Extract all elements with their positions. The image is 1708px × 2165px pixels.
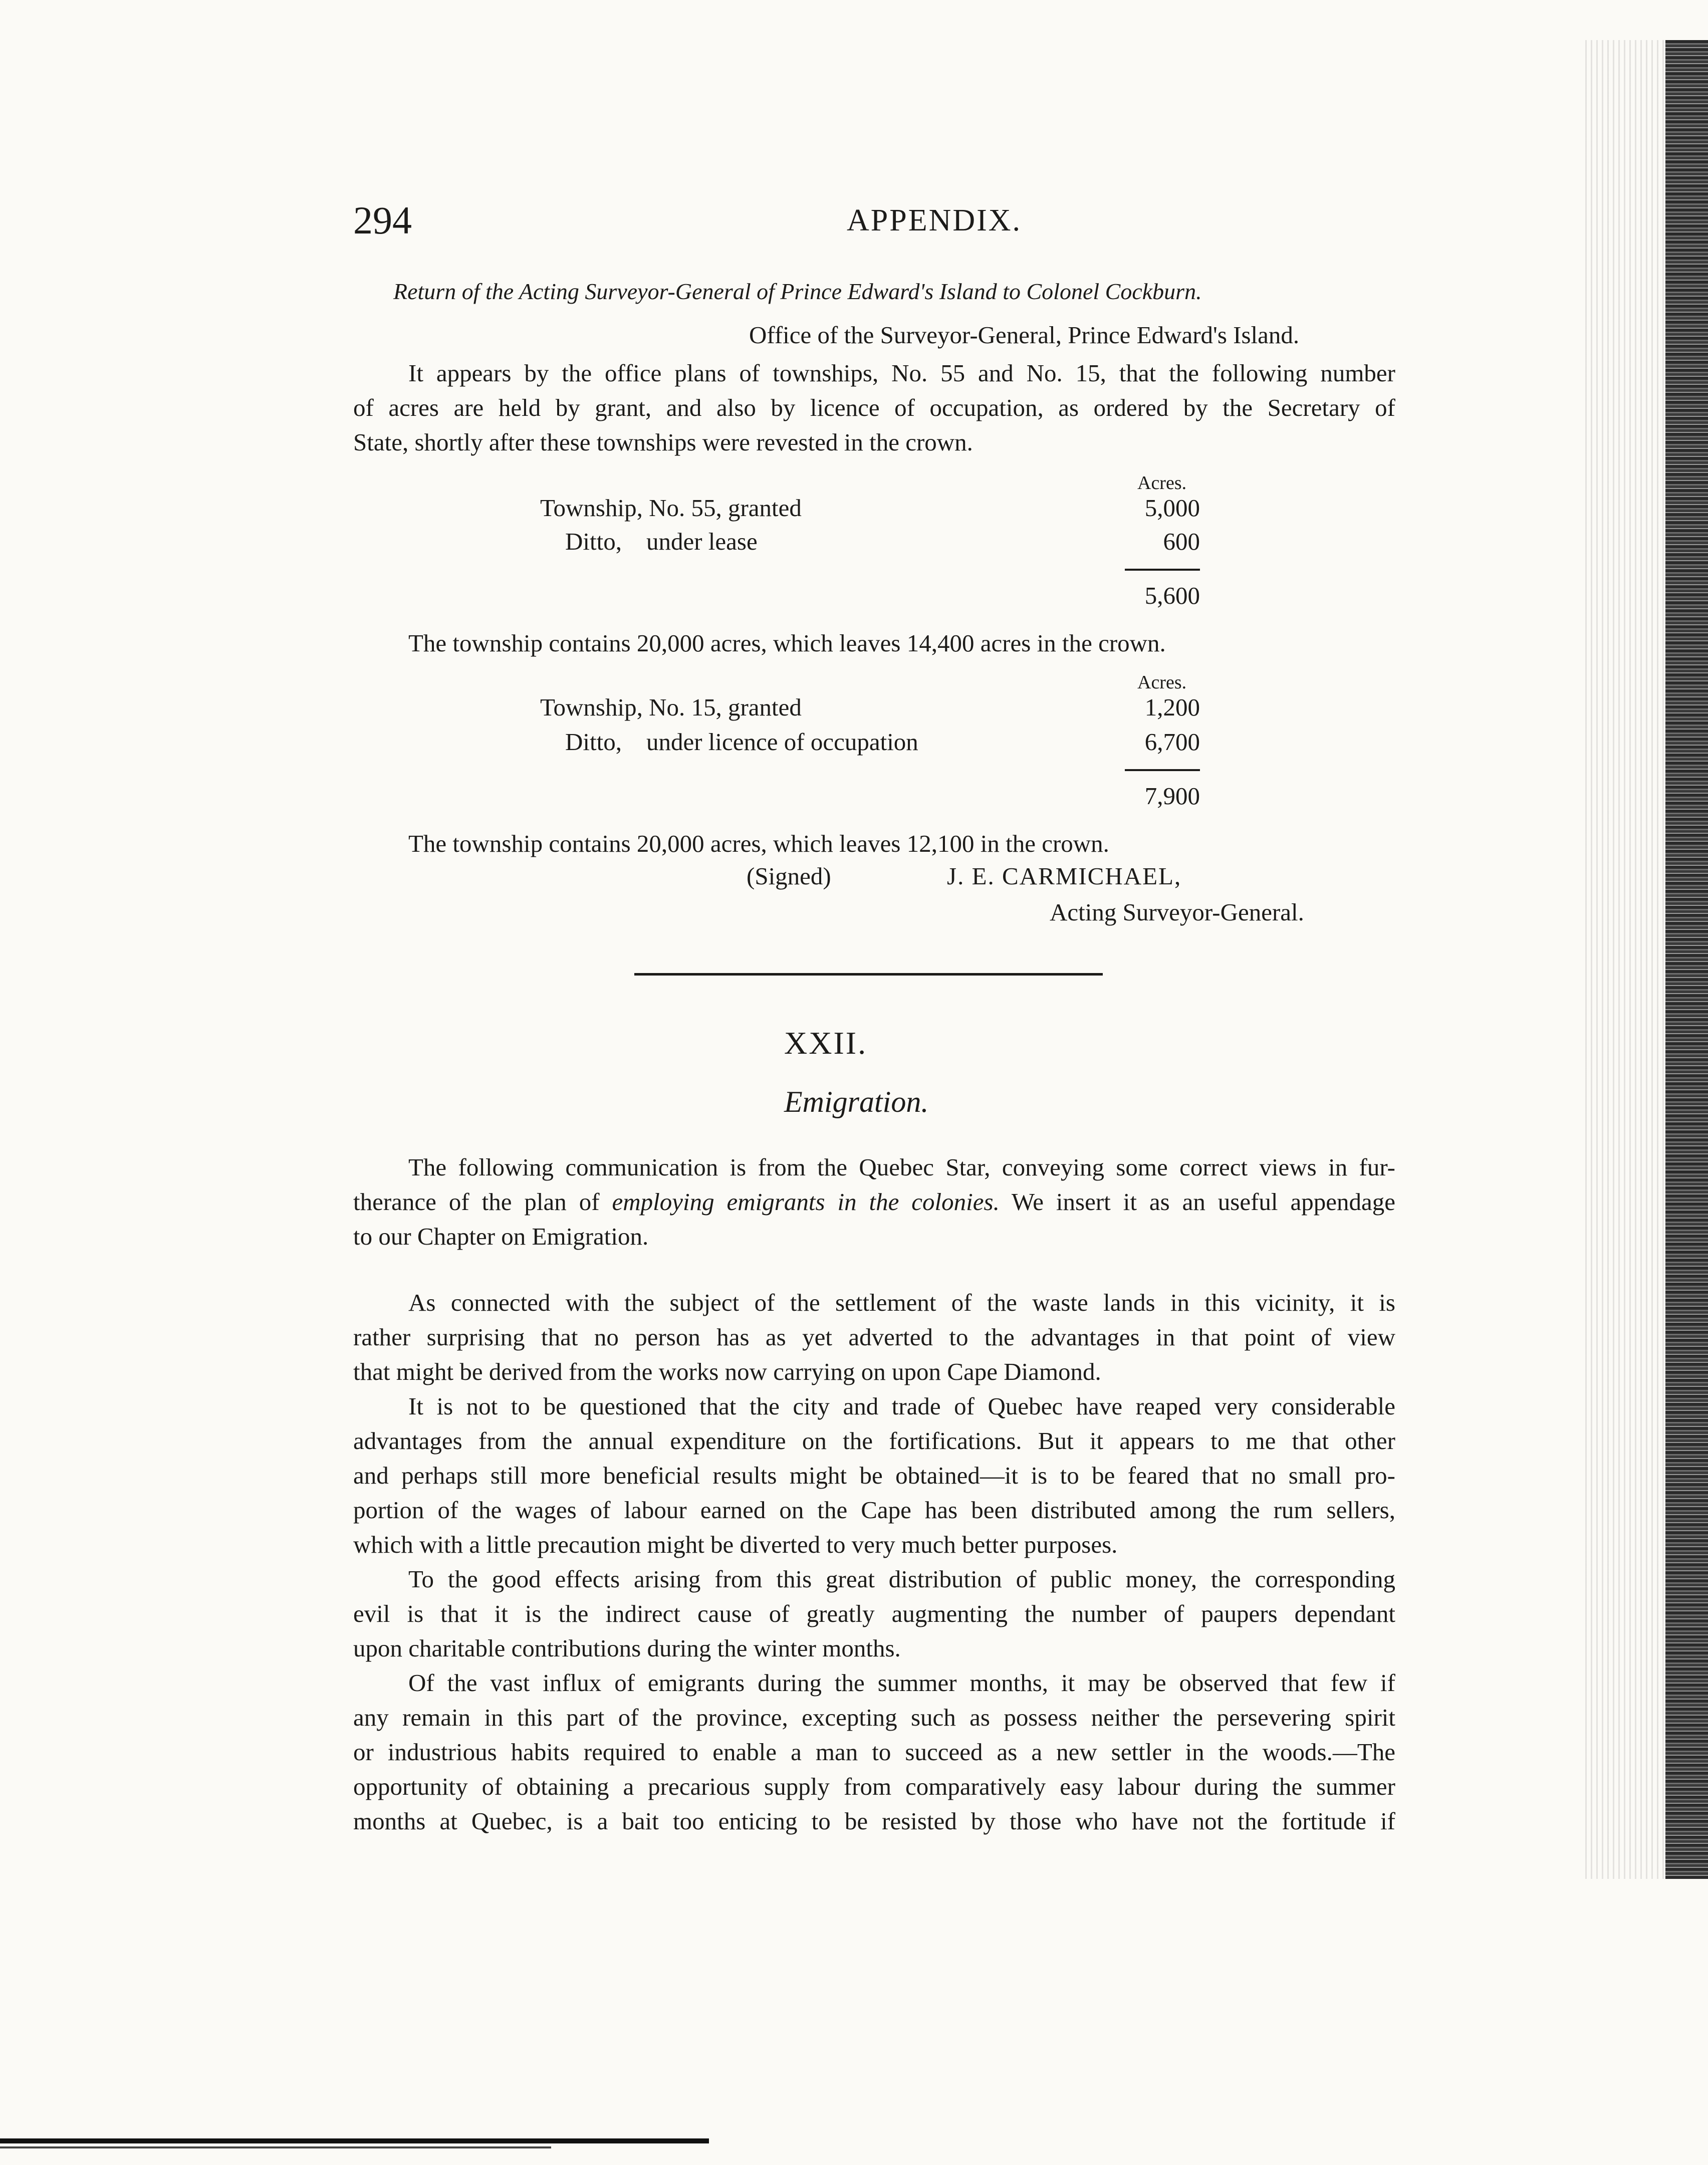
signatory-title: Acting Surveyor-General. — [1050, 898, 1304, 926]
text-line: of acres are held by grant, and also by licence of occupation, as ordered by the Secretary of — [353, 394, 1395, 421]
text-line: State, shortly after these townships were revested in the crown. — [353, 428, 973, 456]
body-paragraph — [353, 1665, 1395, 1838]
text-line: evil is that it is the indirect cause of greatly augmenting the number of paupers dependant — [353, 1600, 1395, 1627]
text-line: months at Quebec, is a bait too enticing to be resisted by those who have not the fortitude if — [353, 1807, 1395, 1835]
sum-rule — [1125, 769, 1200, 771]
section-number: XXII. — [784, 1025, 868, 1061]
table-total: 7,900 — [1144, 782, 1200, 810]
book-binding-edge — [1665, 40, 1708, 1879]
text-line: and perhaps still more beneficial results might be obtained—it is to be feared that no small pro- — [353, 1462, 1395, 1489]
table-row-value: 1,200 — [1144, 693, 1200, 721]
acres-unit-heading: Acres. — [1137, 472, 1187, 494]
body-paragraph — [353, 1389, 1395, 1562]
table-row-label: Township, No. 15, granted — [540, 693, 802, 721]
township-55-note: The township contains 20,000 acres, which leaves 14,400 acres in the crown. — [408, 629, 1166, 657]
table-total: 5,600 — [1144, 582, 1200, 609]
emphasis-text: employing emigrants in the colonies. — [612, 1188, 1000, 1216]
body-paragraph — [353, 1562, 1395, 1665]
section-title: Emigration. — [784, 1085, 929, 1118]
table-row-label: Township, No. 55, granted — [540, 494, 802, 522]
body-paragraph — [353, 1285, 1395, 1389]
table-row-label: Ditto, under lease — [565, 528, 758, 555]
text-line — [353, 1184, 1395, 1219]
page-number: 294 — [353, 198, 412, 242]
text-line: It appears by the office plans of townships, No. 55 and No. 15, that the following number — [408, 359, 1395, 387]
acres-unit-heading: Acres. — [1137, 672, 1187, 693]
text-line: any remain in this part of the province, excepting such as possess neither the persevering spirit — [353, 1704, 1395, 1731]
scan-edge-rule — [0, 2146, 551, 2148]
text-line: Of the vast influx of emigrants during the summer months, it may be observed that few if — [408, 1669, 1395, 1697]
text-run: The following communication is from the Quebec Star, conveying some correct views in fur- — [408, 1153, 1395, 1181]
township-15-note: The township contains 20,000 acres, which leaves 12,100 in the crown. — [408, 830, 1109, 857]
return-title: Return of the Acting Surveyor-General of Prince Edward's Island to Colonel Cockburn. — [393, 279, 1202, 304]
text-run: We insert it as an useful appendage — [999, 1188, 1395, 1216]
text-line: rather surprising that no person has as yet adverted to the advantages in that point of view — [353, 1323, 1395, 1351]
text-line: It is not to be questioned that the city and trade of Quebec have reaped very considerable — [408, 1392, 1395, 1420]
section-intro — [353, 1150, 1395, 1254]
page-gutter-shadow — [1585, 40, 1665, 1879]
text-line: that might be derived from the works now carrying on upon Cape Diamond. — [353, 1358, 1101, 1385]
running-head: APPENDIX. — [846, 203, 1022, 237]
text-line: which with a little precaution might be diverted to very much better purposes. — [353, 1531, 1118, 1558]
text-line: advantages from the annual expenditure on the fortifications. But it appears to me that other — [353, 1427, 1395, 1455]
text-line — [353, 1150, 1395, 1184]
table-row-value: 5,000 — [1144, 494, 1200, 522]
text-line: or industrious habits required to enable a man to succeed as a new settler in the woods.—The — [353, 1738, 1395, 1766]
text-line: upon charitable contributions during the winter months. — [353, 1634, 901, 1662]
return-intro — [353, 356, 1395, 459]
signed-label: (Signed) — [747, 862, 831, 890]
office-line: Office of the Surveyor-General, Prince Edward's Island. — [749, 321, 1300, 349]
table-row-label: Ditto, under licence of occupation — [565, 728, 918, 756]
scan-edge-rule — [0, 2138, 709, 2143]
text-line: To the good effects arising from this great distribution of public money, the corresponding — [408, 1565, 1395, 1593]
text-run: to our Chapter on Emigration. — [353, 1223, 649, 1250]
table-row-value: 600 — [1163, 528, 1200, 555]
text-line: As connected with the subject of the settlement of the waste lands in this vicinity, it is — [408, 1289, 1395, 1316]
section-divider — [634, 973, 1103, 976]
text-run: therance of the plan of — [353, 1188, 612, 1216]
text-line — [353, 1219, 1395, 1254]
text-line: opportunity of obtaining a precarious supply from comparatively easy labour during the summer — [353, 1773, 1395, 1800]
signatory-name: J. E. CARMICHAEL, — [947, 862, 1182, 890]
sum-rule — [1125, 569, 1200, 571]
table-row-value: 6,700 — [1144, 728, 1200, 756]
text-line: portion of the wages of labour earned on the Cape has been distributed among the rum sellers, — [353, 1496, 1395, 1524]
